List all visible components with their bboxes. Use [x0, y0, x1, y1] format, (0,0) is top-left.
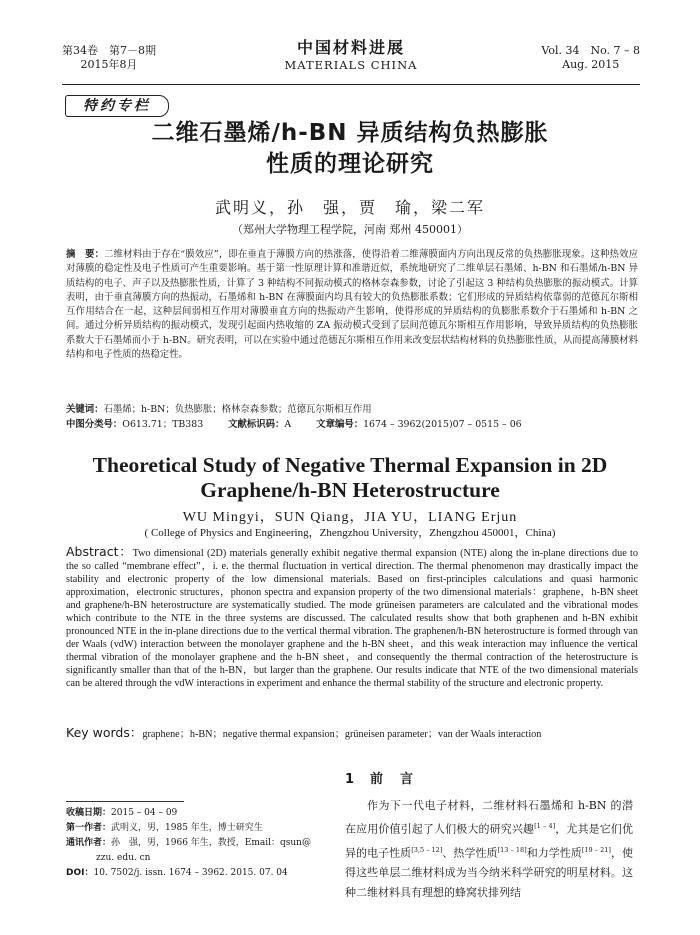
article-number: 文章编号：1674 – 3962(2015)07 – 0515 – 06: [316, 419, 522, 430]
section-heading: [345, 768, 625, 787]
header-volume: 第34卷 第7－8期: [62, 44, 156, 57]
classification-line: [66, 418, 638, 432]
citation: [19 – 21]: [581, 845, 611, 854]
title-cn-line2: 性质的理论研究: [266, 151, 434, 177]
keywords-cn-label: 关键词：: [66, 404, 104, 415]
section-number: 1: [345, 772, 357, 787]
title-cn-line1: 二维石墨烯/h-BN 异质结构负热膨胀: [151, 120, 549, 146]
footnote-rule: [66, 801, 184, 802]
keywords-en: [66, 726, 638, 742]
header-date-en: Aug. 2015: [562, 58, 620, 71]
intro-paragraph: 作为下一代电子材料，二维材料石墨烯和 h-BN 的潜在应用价值引起了人们极大的研究兴趣[1 – 4]，尤其是它们优异的电子性质[3,5 – 12]、热学性质[13 – 18]和力学性质[19 – 21]，使得这些单层二维材料成为当今纳米科学研究的明星材料。这种二维材料具有理想的蜂窝状排列结: [345, 799, 634, 900]
header-volume-en: Vol. 34 No. 7 – 8: [541, 44, 640, 57]
footnote-doi: DOI：10. 7502/j. issn. 1674 – 3962. 2015. 07. 04: [66, 868, 288, 878]
authors-cn: 武明义，孙 强，贾 瑜，梁二军: [214, 198, 485, 217]
footnote-corresponding: 通讯作者：孙 强，男，1966 年生，教授，Email：qsun@: [66, 838, 311, 848]
title-en: [50, 453, 650, 503]
title-en-line1: Theoretical Study of Negative Thermal Expansion in 2D: [92, 453, 608, 477]
footnote-received: 收稿日期：2015 – 04 – 09: [66, 808, 178, 818]
abstract-cn-text: 二维材料由于存在“膜效应”，即在垂直于薄膜方向的热涨落，使得沿着二维薄膜面内方向出现反常的负热膨胀现象。这种热效应对薄膜的稳定性及电子性质可产生重要影响。基于第一性原理计算和准谐近似，系统地研究了二维单层石墨烯、h-BN 和石墨烯/h-BN 异质结构的电子、声子以及热膨胀性质，计算了 3 种结构不同振动模式的格林奈森参数，讨论了引起这 3 种结构负热膨胀的振动模式。计算表明，由于垂直薄膜方向的热振动，石墨烯和 h-BN 在薄膜面内均具有较大的负热膨胀系数；它们形成的异质结构依靠弱的范德瓦尔斯相互作用结合在一起，这种层间弱相互作用对薄膜垂直方向的热振动产生影响，使得形成的异质结构的负膨胀系数介于石墨烯和 h-BN 之间。通过分析异质结构的振动模式，发现引起面内热收缩的 ZA 振动模式受到了层间范德瓦尔斯相互作用影响，导致异质结构的负热膨胀系数大于石墨烯而小于 h-BN。研究表明，可以在实验中通过范德瓦尔斯相互作用来改变层状结构材料的负热膨胀性质，从而提高薄膜材料结构和电子性质的热稳定性。: [66, 249, 638, 361]
footnote-email-cont: zzu. edu. cn: [96, 853, 151, 863]
title-en-line2: Graphene/h-BN Heterostructure: [200, 478, 500, 502]
journal-name-cn: 中国材料进展: [296, 38, 405, 57]
keywords-en-text: graphene；h-BN；negative thermal expansion；grüneisen parameter；van der Waals interaction: [142, 729, 542, 740]
citation: [3,5 – 12]: [411, 845, 443, 854]
running-header: [62, 38, 640, 82]
header-date: 2015年8月: [80, 58, 138, 71]
affiliation-cn: （郑州大学物理工程学院，河南 郑州 450001）: [232, 223, 468, 236]
authors-en: WU Mingyi，SUN Qiang，JIA YU，LIANG Erjun: [182, 510, 518, 525]
abstract-en-label: Abstract：: [66, 544, 133, 559]
abstract-en: [66, 545, 638, 690]
citation: [1 – 4]: [534, 822, 556, 830]
header-rule: [62, 84, 640, 85]
abstract-cn-label: 摘 要：: [66, 249, 105, 260]
clc-number: 中图分类号：O613.71；TB383: [66, 419, 204, 430]
footnote-first-author: 第一作者：武明义，男，1985 年生，博士研究生: [66, 823, 263, 833]
abstract-cn: [66, 248, 638, 362]
keywords-cn: [66, 403, 638, 417]
keywords-cn-text: 石墨烯；h-BN；负热膨胀；格林奈森参数；范德瓦尔斯相互作用: [103, 404, 372, 415]
abstract-en-text: Two dimensional (2D) materials generally exhibit negative thermal expansion (NTE) along the in-plane directions due to the so called “membrane effect”，i. e. the thermal fluctuation in vertical direction. The thermal phenomenon may drastically impact the stability and electronic property of the low dimensional materials. Based on first-principles calculations and quasi harmonic approximation，electronic structures，phonon spectra and expansion property of the two dimensional materials：graphene，h-BN sheet and graphene/h-BN heterostructure are systematically studied. The mode grüneisen parameters are calculated and the vibrational modes which contribute to the NTE in the three systems are discussed. The calculated results show that both graphenen and h-BN exhibit pronounced NTE in the in-plane directions due to the vertical thermal vibration. The graphenen/h-BN heterostructure is formed through van der Waals (vdW) interaction between the monolayer graphene and the h-BN sheet，and this weak interaction may influence the vertical thermal vibration of the monolayer graphene and the h-BN sheet，and consequently the thermal contraction of the heterostructure is significantly smaller than that of the h-BN，but larger than the graphene. Our results indicate that NTE of the two dimensional materials can be altered through the vdW interactions in experiment and enhance the thermal stability of the structure and electronic property.: [66, 548, 638, 689]
citation: [13 – 18]: [497, 845, 527, 854]
column-tag: 特约专栏: [65, 95, 169, 117]
keywords-en-label: Key words：: [66, 725, 143, 740]
title-cn: [60, 118, 640, 180]
header-right: [541, 44, 640, 72]
journal-name-en: MATERIALS CHINA: [284, 58, 418, 72]
section-title: 前 言: [370, 772, 416, 787]
document-code: 文献标识码：A: [228, 419, 292, 430]
affiliation-en: ( College of Physics and Engineering，Zhengzhou University，Zhengzhou 450001，China): [144, 527, 556, 539]
